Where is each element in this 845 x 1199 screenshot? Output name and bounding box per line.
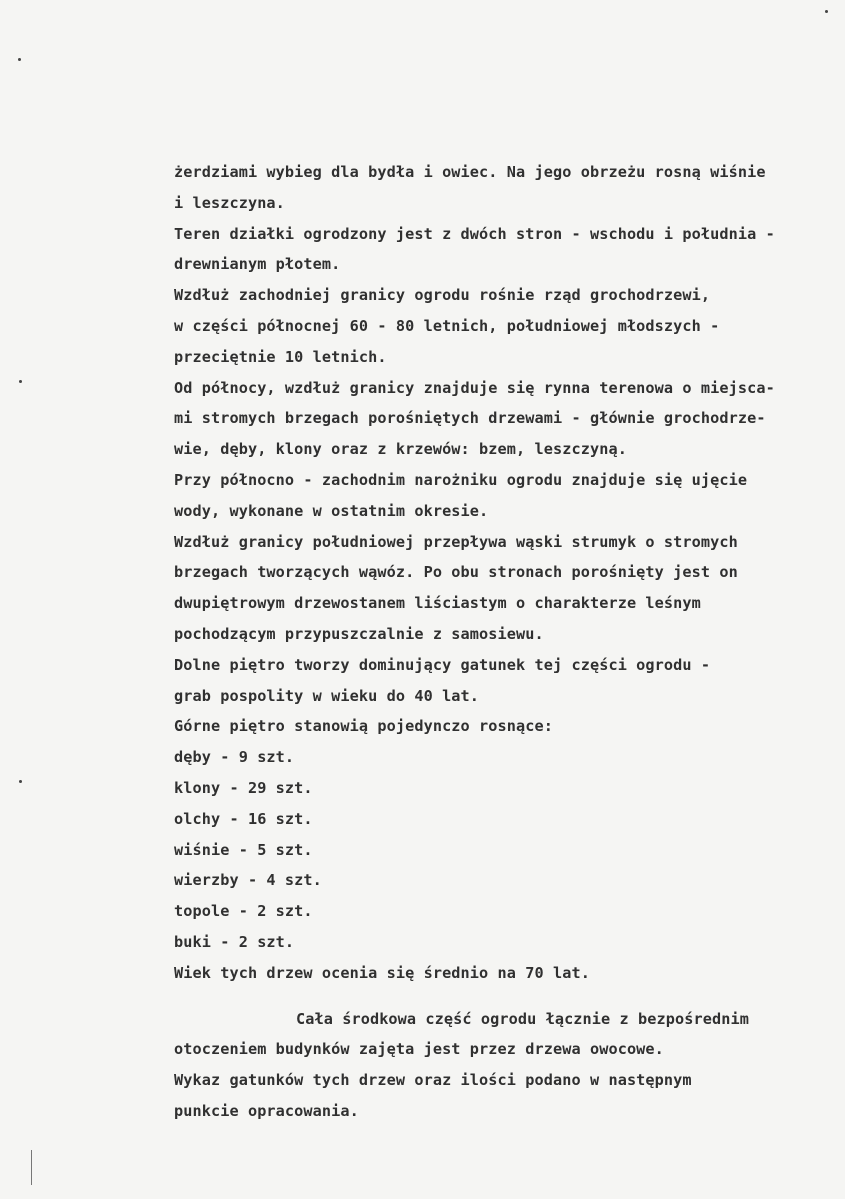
text-line: w części północnej 60 - 80 letnich, południowej młodszych - — [174, 316, 720, 335]
text-line: Wykaz gatunków tych drzew oraz ilości podano w następnym — [174, 1071, 692, 1090]
tree-list-item: wiśnie - 5 szt. — [174, 840, 313, 859]
text-line: drewnianym płotem. — [174, 255, 341, 274]
text-line: grab pospolity w wieku do 40 lat. — [174, 686, 480, 705]
text-line: pochodzącym przypuszczalnie z samosiewu. — [174, 624, 544, 643]
margin-speck — [19, 380, 22, 383]
text-line: przeciętnie 10 letnich. — [174, 347, 387, 366]
paragraph-gap — [174, 989, 824, 1004]
text-line: Górne piętro stanowią pojedynczo rosnące: — [174, 717, 553, 736]
text-line: Cała środkowa część ogrodu łącznie z bezpośrednim — [296, 1009, 749, 1028]
text-line: otoczeniem budynków zajęta jest przez drzewa owocowe. — [174, 1040, 664, 1059]
text-line: Wzdłuż zachodniej granicy ogrodu rośnie rząd grochodrzewi, — [174, 286, 711, 305]
text-line: Teren działki ogrodzony jest z dwóch stron - wschodu i południa - — [174, 224, 775, 243]
tree-list-item: wierzby - 4 szt. — [174, 871, 322, 890]
tree-list-item: dęby - 9 szt. — [174, 748, 295, 767]
margin-speck — [18, 58, 21, 61]
text-line: brzegach tworzących wąwóz. Po obu stronach porośnięty jest on — [174, 563, 738, 582]
tree-list-item: buki - 2 szt. — [174, 932, 295, 951]
binding-margin-line — [31, 1150, 32, 1185]
tree-list-item: olchy - 16 szt. — [174, 809, 313, 828]
text-line: punkcie opracowania. — [174, 1101, 359, 1120]
text-line: Wzdłuż granicy południowej przepływa wąski strumyk o stromych — [174, 532, 738, 551]
tree-list-item: topole - 2 szt. — [174, 902, 313, 921]
text-line: Dolne piętro tworzy dominujący gatunek tej części ogrodu - — [174, 655, 711, 674]
text-line: wody, wykonane w ostatnim okresie. — [174, 501, 489, 520]
document-body — [174, 157, 824, 1127]
text-line: Od północy, wzdłuż granicy znajduje się rynna terenowa o miejsca- — [174, 378, 775, 397]
margin-speck — [19, 780, 22, 783]
text-line: mi stromych brzegach porośniętych drzewami - głównie grochodrze- — [174, 409, 766, 428]
text-line: Przy północno - zachodnim narożniku ogrodu znajduje się ujęcie — [174, 470, 748, 489]
age-line: Wiek tych drzew ocenia się średnio na 70 lat. — [174, 963, 590, 982]
text-line: żerdziami wybieg dla bydła i owiec. Na jego obrzeżu rosną wiśnie — [174, 163, 766, 181]
text-line: i leszczyna. — [174, 193, 285, 212]
tree-list-item: klony - 29 szt. — [174, 778, 313, 797]
text-line: dwupiętrowym drzewostanem liściastym o charakterze leśnym — [174, 594, 701, 613]
margin-speck — [825, 10, 828, 13]
text-line: wie, dęby, klony oraz z krzewów: bzem, leszczyną. — [174, 440, 627, 459]
